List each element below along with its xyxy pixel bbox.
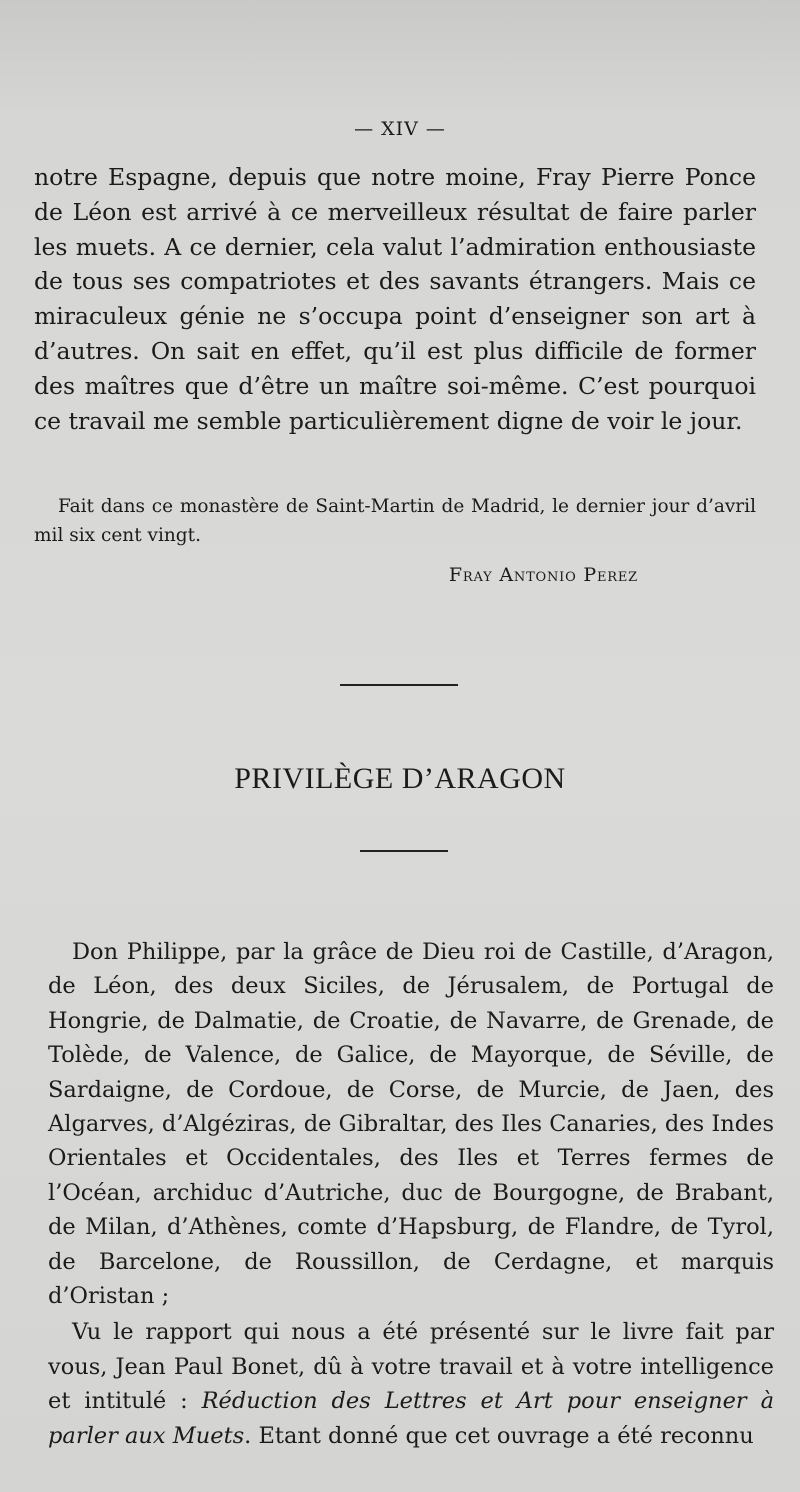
divider-rule bbox=[340, 684, 458, 686]
intro-paragraph: notre Espagne, depuis que notre moine, Fray Pierre Ponce de Léon est arrivé à ce merveilleux résultat de faire parler les muets. A ce dernier, cela valut l’admiration enthousiaste de tous ses compatriotes et des savants étrangers. Mais ce miraculeux génie ne s’occupa point d’enseigner son art à d’autres. On sait en effet, qu’il est plus difficile de former des maîtres que d’être un maître soi-même. C’est pourquoi ce travail me semble particulièrement digne de voir le jour. bbox=[34, 163, 756, 435]
privilege-paragraph-2 bbox=[48, 1315, 774, 1453]
divider-rule-short bbox=[360, 850, 448, 852]
dated-line: Fait dans ce monastère de Saint-Martin de Madrid, le dernier jour d’avril mil six cent vingt. bbox=[34, 496, 756, 546]
dated-line-block bbox=[34, 492, 756, 550]
intro-paragraph-block bbox=[34, 160, 756, 438]
privilege-paragraph-2-start: Vu le rapport qui nous a été présenté sur le livre fait par vous, Jean Paul Bonet, dû à votre travail et à votre intelligence et intitulé : bbox=[48, 1319, 774, 1415]
page-number: — XIV — bbox=[354, 118, 446, 140]
signature: Fray Antonio Perez bbox=[448, 564, 638, 586]
privilege-paragraph-1: Don Philippe, par la grâce de Dieu roi de Castille, d’Aragon, de Léon, des deux Siciles, de Jérusalem, de Portugal de Hongrie, de Dalmatie, de Croatie, de Navarre, de Grenade, de Tolède, de Valence, de Galice, de Mayorque, de Séville, de Sardaigne, de Cordoue, de Corse, de Murcie, de Jaen, des Algarves, d’Algéziras, de Gibraltar, des Iles Canaries, des Indes Orientales et Occidentales, des Iles et Terres fermes de l’Océan, archiduc d’Autriche, duc de Bourgogne, de Brabant, de Milan, d’Athènes, comte d’Hapsburg, de Flandre, de Tyrol, de Barcelone, de Roussillon, de Cerdagne, et marquis d’Oristan ; bbox=[48, 939, 774, 1310]
book-title: Réduction des Lettres et Art pour enseigner à parler aux Muets bbox=[48, 1388, 774, 1449]
privilege-paragraph-2-end: . Etant donné que cet ouvrage a été reconnu bbox=[244, 1422, 754, 1449]
section-title: PRIVILÈGE D’ARAGON bbox=[234, 762, 566, 795]
privilege-text bbox=[48, 935, 774, 1453]
